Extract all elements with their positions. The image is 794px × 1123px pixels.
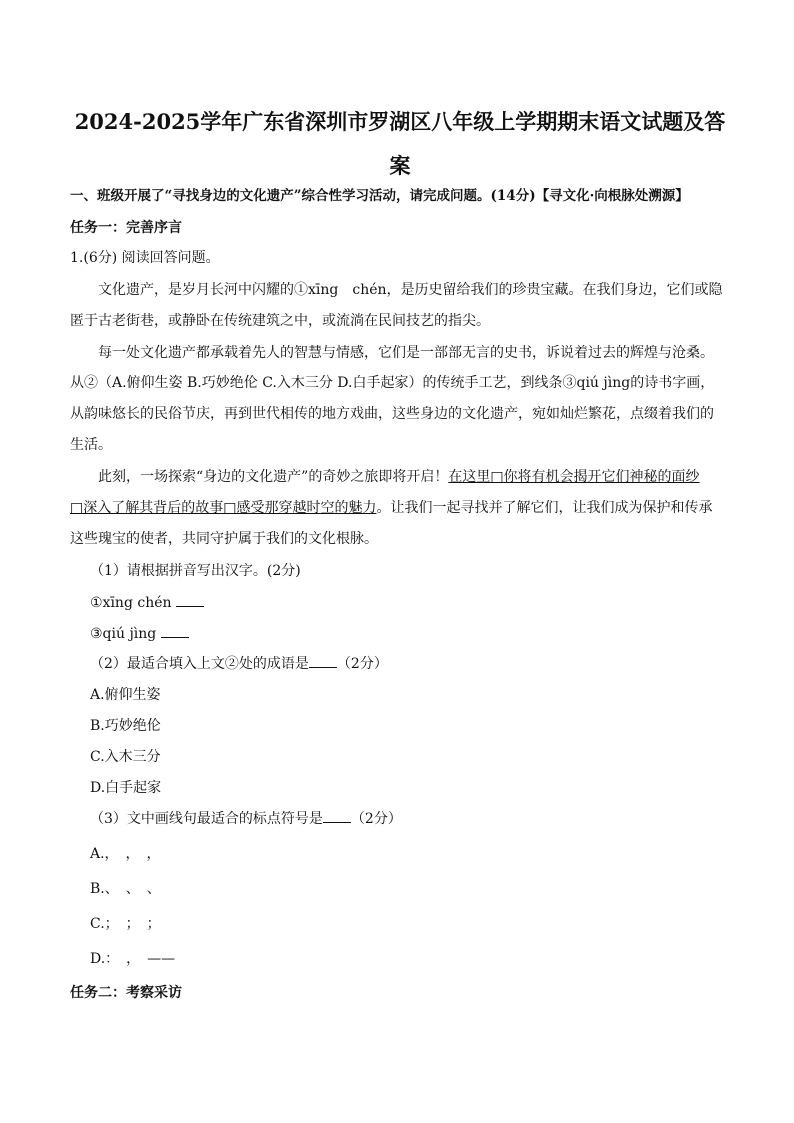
pinyin-a: ①xīng chén	[90, 595, 172, 611]
sub-question-2-option-d: D.白手起家	[90, 780, 162, 796]
sub-question-2-option-c: C.入木三分	[90, 749, 161, 765]
title-line-2: 案	[389, 153, 411, 178]
sub-question-3-option-b: B.、 、 、	[90, 881, 161, 897]
sub-question-3-points: （2分）	[350, 811, 402, 827]
title-line-1: 2024-2025学年广东省深圳市罗湖区八年级上学期期末语文试题及答	[74, 109, 726, 134]
sub-question-2-prompt	[90, 654, 388, 674]
task-1-heading: 任务一：完善序言	[70, 220, 182, 236]
sub-question-1-item-b	[90, 624, 189, 644]
answer-blank-b[interactable]	[161, 625, 189, 638]
passage-p3-line1	[98, 467, 700, 487]
sub-question-3-option-c: C.； ； ；	[90, 916, 161, 932]
passage-p1-line2: 匿于古老街巷，或静卧在传统建筑之中，或流淌在民间技艺的指尖。	[70, 313, 490, 329]
question-1-stem: 1.(6分) 阅读回答问题。	[70, 250, 220, 266]
passage-p2-line2: 从②（A.俯仰生姿 B.巧妙绝伦 C.入木三分 D.白手起家）的传统手工艺，到线条③qiú jìng的诗书字画，	[70, 375, 715, 391]
sub-question-1-item-a	[90, 593, 204, 613]
sub-question-2-points: （2分）	[336, 656, 388, 672]
underlined-sentence-part1: 在这里□你将有机会揭开它们神秘的面纱	[448, 469, 700, 485]
answer-blank-a[interactable]	[176, 594, 204, 607]
document-title	[70, 100, 730, 188]
passage-p2-line4: 生活。	[70, 437, 112, 453]
underlined-sentence-part2: □深入了解其背后的故事□感受那穿越时空的魅力	[70, 500, 377, 516]
sub-question-2-option-a: A.俯仰生姿	[90, 687, 161, 703]
answer-blank-2[interactable]	[309, 655, 337, 668]
answer-blank-3[interactable]	[323, 810, 351, 823]
sub-question-2-option-b: B.巧妙绝伦	[90, 718, 161, 734]
sub-question-3-option-a: A.， ， ，	[90, 846, 161, 862]
passage-p2-line1: 每一处文化遗产都承载着先人的智慧与情感，它们是一部部无言的史书，诉说着过去的辉煌与沧桑。	[98, 345, 714, 361]
sub-question-3-prompt	[90, 809, 402, 829]
sub-question-3-text: （3）文中画线句最适合的标点符号是	[90, 811, 323, 827]
passage-p3-line3: 这些瑰宝的使者，共同守护属于我们的文化根脉。	[70, 531, 378, 547]
section-heading: 一、班级开展了“寻找身边的文化遗产”综合性学习活动，请完成问题。(14分)【寻文化·向根脉处溯源】	[70, 188, 689, 204]
task-2-heading: 任务二：考察采访	[70, 985, 182, 1001]
pinyin-b: ③qiú jìng	[90, 626, 157, 642]
passage-p3-line2	[70, 498, 712, 518]
passage-p2-line3: 从韵味悠长的民俗节庆，再到世代相传的地方戏曲，这些身边的文化遗产，宛如灿烂繁花，点缀着我们的	[70, 406, 714, 422]
sub-question-2-text: （2）最适合填入上文②处的成语是	[90, 656, 309, 672]
passage-p3-line2-text: 。让我们一起寻找并了解它们，让我们成为保护和传承	[376, 500, 713, 516]
sub-question-1-prompt: （1）请根据拼音写出汉字。(2分)	[90, 563, 301, 579]
passage-p3-line1-text: 此刻，一场探索“身边的文化遗产”的奇妙之旅即将开启！	[98, 469, 449, 485]
passage-p1-line1: 文化遗产，是岁月长河中闪耀的①xīng chén，是历史留给我们的珍贵宝藏。在我们身边，它们或隐	[98, 282, 723, 298]
sub-question-3-option-d: D.： ， ——	[90, 951, 176, 967]
